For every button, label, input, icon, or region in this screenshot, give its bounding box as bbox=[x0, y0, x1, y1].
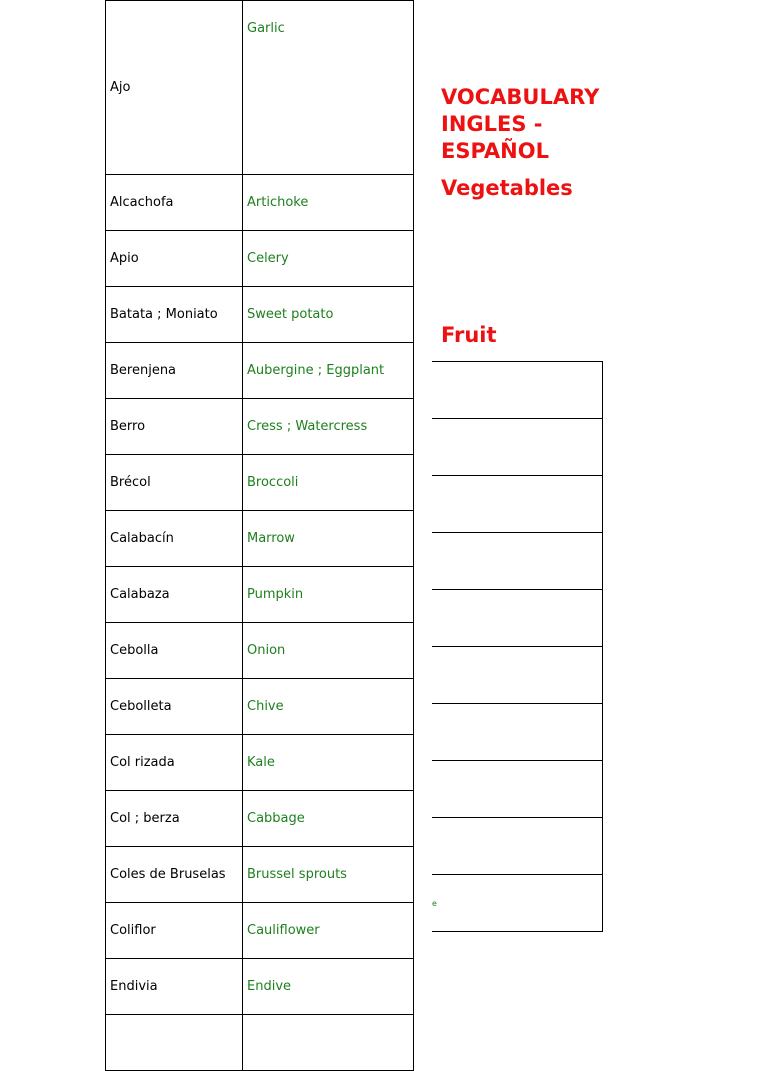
table-row bbox=[106, 735, 414, 791]
table-row bbox=[432, 590, 603, 647]
english-word: Aubergine ; Eggplant bbox=[243, 343, 414, 399]
table-row bbox=[106, 1015, 414, 1071]
fruit-cell bbox=[432, 818, 603, 875]
english-word: Cress ; Watercress bbox=[243, 399, 414, 455]
spanish-word: Calabacín bbox=[106, 511, 243, 567]
english-word bbox=[243, 1015, 414, 1071]
spanish-word: Col rizada bbox=[106, 735, 243, 791]
english-word: Pumpkin bbox=[243, 567, 414, 623]
table-row bbox=[432, 761, 603, 818]
table-row bbox=[106, 679, 414, 735]
spanish-word: Apio bbox=[106, 231, 243, 287]
table-row bbox=[432, 875, 603, 932]
fruit-table-body bbox=[432, 362, 603, 932]
table-row bbox=[106, 1, 414, 175]
english-word: Marrow bbox=[243, 511, 414, 567]
english-word: Onion bbox=[243, 623, 414, 679]
table-row bbox=[432, 476, 603, 533]
english-word: Brussel sprouts bbox=[243, 847, 414, 903]
spanish-word: Calabaza bbox=[106, 567, 243, 623]
fruit-heading: Fruit bbox=[441, 323, 497, 347]
table-row bbox=[432, 419, 603, 476]
spanish-word: Coliflor bbox=[106, 903, 243, 959]
table-row bbox=[106, 231, 414, 287]
spanish-word: Batata ; Moniato bbox=[106, 287, 243, 343]
spanish-word: Berenjena bbox=[106, 343, 243, 399]
table-row bbox=[106, 791, 414, 847]
english-word: Kale bbox=[243, 735, 414, 791]
spanish-word: Coles de Bruselas bbox=[106, 847, 243, 903]
english-word: Celery bbox=[243, 231, 414, 287]
fruit-cell bbox=[432, 419, 603, 476]
spanish-word: Ajo bbox=[106, 1, 243, 175]
page-title: VOCABULARY INGLES - ESPAÑOL bbox=[441, 85, 600, 163]
spanish-word: Cebolla bbox=[106, 623, 243, 679]
spanish-word: Cebolleta bbox=[106, 679, 243, 735]
fruit-vocabulary-table bbox=[432, 361, 603, 932]
english-word: Cauliflower bbox=[243, 903, 414, 959]
fruit-cell bbox=[432, 704, 603, 761]
table-row bbox=[106, 455, 414, 511]
table-row bbox=[432, 818, 603, 875]
english-word: Endive bbox=[243, 959, 414, 1015]
table-row bbox=[432, 362, 603, 419]
fruit-cell: e bbox=[432, 875, 603, 932]
table-row bbox=[106, 343, 414, 399]
fruit-cell bbox=[432, 761, 603, 818]
fruit-cell bbox=[432, 647, 603, 704]
english-word: Cabbage bbox=[243, 791, 414, 847]
table-row bbox=[106, 847, 414, 903]
vegetable-table-body bbox=[106, 1, 414, 1071]
table-row bbox=[432, 704, 603, 761]
english-word: Garlic bbox=[243, 1, 414, 175]
vegetable-vocabulary-table bbox=[105, 0, 414, 1071]
english-word: Broccoli bbox=[243, 455, 414, 511]
table-row bbox=[106, 511, 414, 567]
fruit-cell bbox=[432, 533, 603, 590]
table-row bbox=[106, 287, 414, 343]
table-row bbox=[106, 903, 414, 959]
fruit-cell bbox=[432, 362, 603, 419]
fruit-cell bbox=[432, 476, 603, 533]
english-word: Artichoke bbox=[243, 175, 414, 231]
table-row bbox=[106, 959, 414, 1015]
table-row bbox=[106, 175, 414, 231]
table-row bbox=[432, 647, 603, 704]
english-word: Sweet potato bbox=[243, 287, 414, 343]
spanish-word: Brécol bbox=[106, 455, 243, 511]
spanish-word: Endivia bbox=[106, 959, 243, 1015]
vegetables-heading: Vegetables bbox=[441, 176, 573, 200]
table-row bbox=[106, 399, 414, 455]
spanish-word bbox=[106, 1015, 243, 1071]
spanish-word: Alcachofa bbox=[106, 175, 243, 231]
fruit-cell bbox=[432, 590, 603, 647]
spanish-word: Berro bbox=[106, 399, 243, 455]
table-row bbox=[106, 623, 414, 679]
table-row bbox=[106, 567, 414, 623]
spanish-word: Col ; berza bbox=[106, 791, 243, 847]
english-word: Chive bbox=[243, 679, 414, 735]
table-row bbox=[432, 533, 603, 590]
